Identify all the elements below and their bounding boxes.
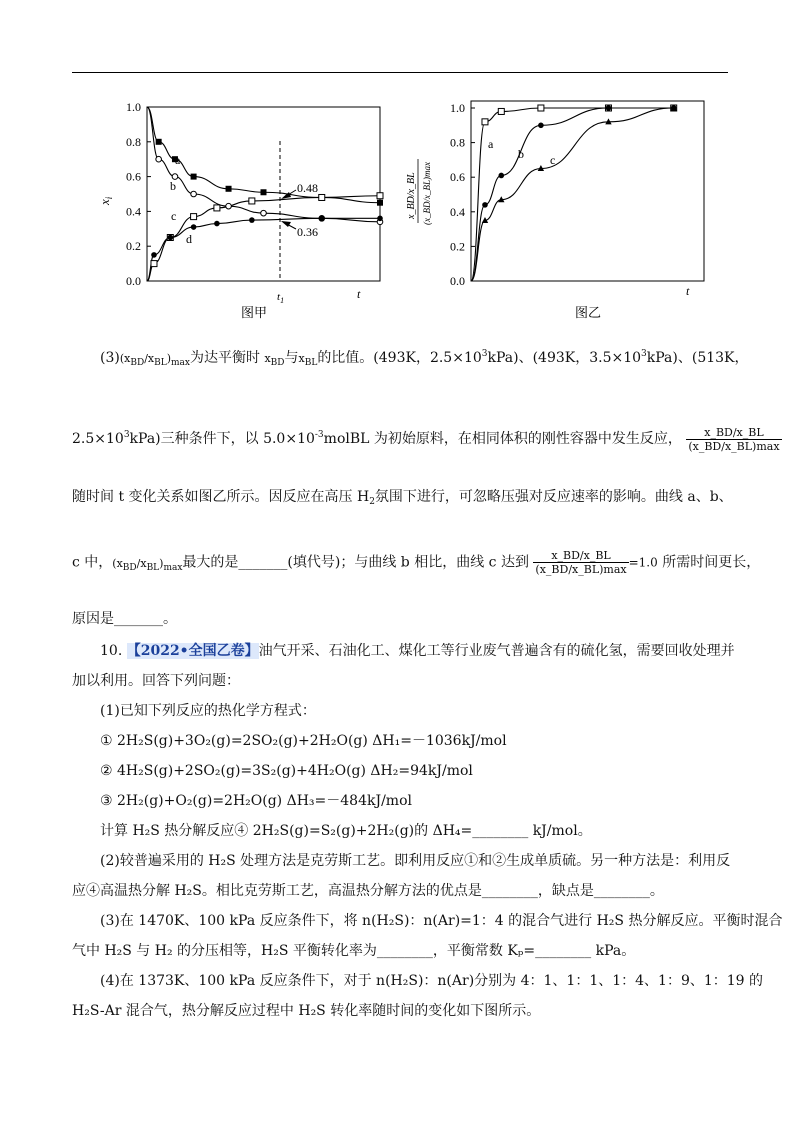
data-point-a: [191, 174, 197, 180]
data-point-b: [156, 156, 162, 162]
data-point-c: [214, 205, 220, 211]
q9-part3-line5: 原因是_______。: [72, 611, 177, 627]
plot-frame: [471, 101, 704, 281]
figure-yi: [400, 95, 720, 325]
q10-intro: 10. 【2022•全国乙卷】油气开采、石油化工、煤化工等行业废气普遍含有的硫化氢，需要回收处理并: [100, 643, 735, 659]
y-tick-label: 0.0: [126, 274, 141, 288]
figure-caption: 图乙: [575, 305, 602, 320]
data-point-c: [151, 261, 157, 267]
q10-part4-line1: (4)在 1373K、100 kPa 反应条件下，对于 n(H₂S)：n(Ar)分别为 4：1、1：1、1：4、1：9、1：19 的: [100, 973, 764, 989]
data-point-a: [261, 189, 267, 195]
curve-label-c: c: [550, 153, 556, 167]
figure-jia: [95, 95, 395, 325]
q10-part2-line1: (2)较普遍采用的 H₂S 处理方法是克劳斯工艺。即利用反应①和②生成单质硫。另一种方法是：利用反: [100, 853, 731, 869]
data-point-d: [377, 216, 383, 222]
data-point-d: [168, 235, 174, 241]
data-point-b: [226, 203, 232, 209]
series-line-a: [471, 108, 674, 281]
data-point-a: [538, 105, 544, 111]
arrow-036-head: [281, 221, 291, 227]
y-tick-label: 0.2: [450, 239, 465, 254]
reaction-2: ② 4H₂S(g)+2SO₂(g)=3S₂(g)+4H₂O(g) ΔH₂=94kJ/mol: [100, 763, 473, 779]
data-point-a: [226, 186, 232, 192]
y-tick-label: 0.8: [126, 134, 141, 149]
curve-label-b: b: [170, 179, 176, 193]
t-axis-label: t: [686, 284, 690, 298]
data-point-d: [151, 252, 157, 258]
data-point-c: [191, 214, 197, 220]
data-point-c: [319, 194, 325, 200]
q9-part3-line3: 随时间 t 变化关系如图乙所示。因反应在高压 $H_2$氛围下进行，可忽略压强对反应速率的影响。曲线 a、b、: [72, 489, 733, 507]
q9-part3-line4: c 中，$(x_{BD}/x_{BL})_{max}$最大的是_______(填代号)；与曲线 b 相比，曲线 c 达到 $\frac{x\_BD/x\_BL}{(x\_BD/x\_BL)\max}$ =1.0 所需时间更长，: [72, 549, 761, 576]
q9-part3-line1: $(3)(x_{BD}/x_{BL})_{max}$为达平衡时 $x_{BD}$与$x_{BL}$的比值。(493K，$2.5\times 10^3kPa$)、(493K，$3.5\times 10^3kPa$)、(513K，: [100, 349, 749, 368]
y-axis-label: $x_i$: [97, 196, 114, 205]
data-point-d: [214, 221, 220, 227]
curve-label-c: c: [171, 209, 177, 223]
data-point-d: [319, 216, 325, 222]
data-point-b: [482, 202, 488, 208]
y-tick-label: 0.0: [450, 274, 465, 288]
data-point-c: [377, 193, 383, 199]
y-axis-label: [406, 159, 432, 225]
svg-text:(x_BD/x_BL)max: (x_BD/x_BL)max: [422, 162, 432, 225]
y-tick-label: 0.2: [126, 239, 141, 254]
annotation-036: 0.36: [297, 225, 318, 239]
data-point-a: [482, 119, 488, 125]
q10-part1: (1)已知下列反应的热化学方程式：: [100, 703, 316, 719]
q9-part3-line2: $2.5\times 10^3kPa$)三种条件下，以 $5.0\times 10^{-3}molBL$ 为初始原料，在相同体积的刚性容器中发生反应， $\frac{x\_BD/x\_BL}{(x\_BD/x\_BL)\max}$: [72, 425, 780, 453]
data-point-a: [498, 108, 504, 114]
q10-part3-line1: (3)在 1470K、100 kPa 反应条件下，将 n(H₂S)：n(Ar)=1：4 的混合气进行 H₂S 热分解反应。平衡时混合: [100, 913, 783, 929]
data-point-a: [156, 139, 162, 145]
data-point-d: [249, 217, 255, 223]
series-line-c: [147, 196, 380, 281]
data-point-b: [538, 123, 544, 129]
header-rule: [72, 72, 728, 73]
data-point-c: [249, 198, 255, 204]
y-tick-label: 1.0: [450, 101, 465, 115]
data-point-b: [606, 105, 612, 111]
annotation-048: 0.48: [297, 181, 318, 195]
reaction-3: ③ 2H₂(g)+O₂(g)=2H₂O(g) ΔH₃=－484kJ/mol: [100, 793, 412, 809]
t1-label: $t_1$: [277, 291, 285, 305]
data-point-b: [191, 191, 197, 197]
reaction-1: ① 2H₂S(g)+3O₂(g)=2SO₂(g)+2H₂O(g) ΔH₁=－1036kJ/mol: [100, 733, 507, 749]
data-point-b: [261, 210, 267, 216]
curve-label-d: d: [186, 232, 192, 246]
series-line-b: [471, 108, 674, 281]
calc-question: 计算 H₂S 热分解反应④ 2H₂S(g)=S₂(g)+2H₂(g)的 ΔH₄=________ kJ/mol。: [100, 823, 592, 839]
q10-part4-line2: H₂S-Ar 混合气，热分解反应过程中 H₂S 转化率随时间的变化如下图所示。: [72, 1003, 541, 1019]
curve-label-a: a: [488, 137, 494, 151]
series-line-c: [471, 108, 674, 281]
y-tick-label: 0.8: [450, 135, 465, 150]
y-tick-label: 0.4: [450, 204, 465, 219]
source-tag: 【2022•全国乙卷】: [126, 643, 259, 659]
y-tick-label: 0.4: [126, 204, 141, 219]
figure-caption: 图甲: [241, 305, 268, 320]
q10-intro-2: 加以利用。回答下列问题：: [72, 673, 240, 689]
data-point-d: [191, 224, 197, 230]
y-tick-label: 0.6: [126, 169, 141, 184]
q10-part3-line2: 气中 H₂S 与 H₂ 的分压相等，H₂S 平衡转化率为________，平衡常数 Kₚ=________ kPa。: [72, 943, 636, 959]
y-tick-label: 0.6: [450, 170, 465, 185]
y-tick-label: 1.0: [126, 100, 141, 114]
q10-part2-line2: 应④高温热分解 H₂S。相比克劳斯工艺，高温热分解方法的优点是________，缺点是________。: [72, 883, 664, 899]
ratio-fraction-2: $\frac{x\_BD/x\_BL}{(x\_BD/x\_BL)\max}$: [535, 549, 627, 576]
series-line-a: [147, 107, 380, 203]
svg-text:x_BD/x_BL: x_BD/x_BL: [406, 172, 417, 219]
data-point-a: [377, 200, 383, 206]
t-axis-label: t: [357, 287, 361, 301]
data-point-b: [498, 173, 504, 179]
curve-label-b: b: [518, 147, 524, 161]
ratio-fraction: $\frac{x\_BD/x\_BL}{(x\_BD/x\_BL)\max}$: [688, 425, 780, 453]
curve-label-a: a: [175, 153, 181, 167]
